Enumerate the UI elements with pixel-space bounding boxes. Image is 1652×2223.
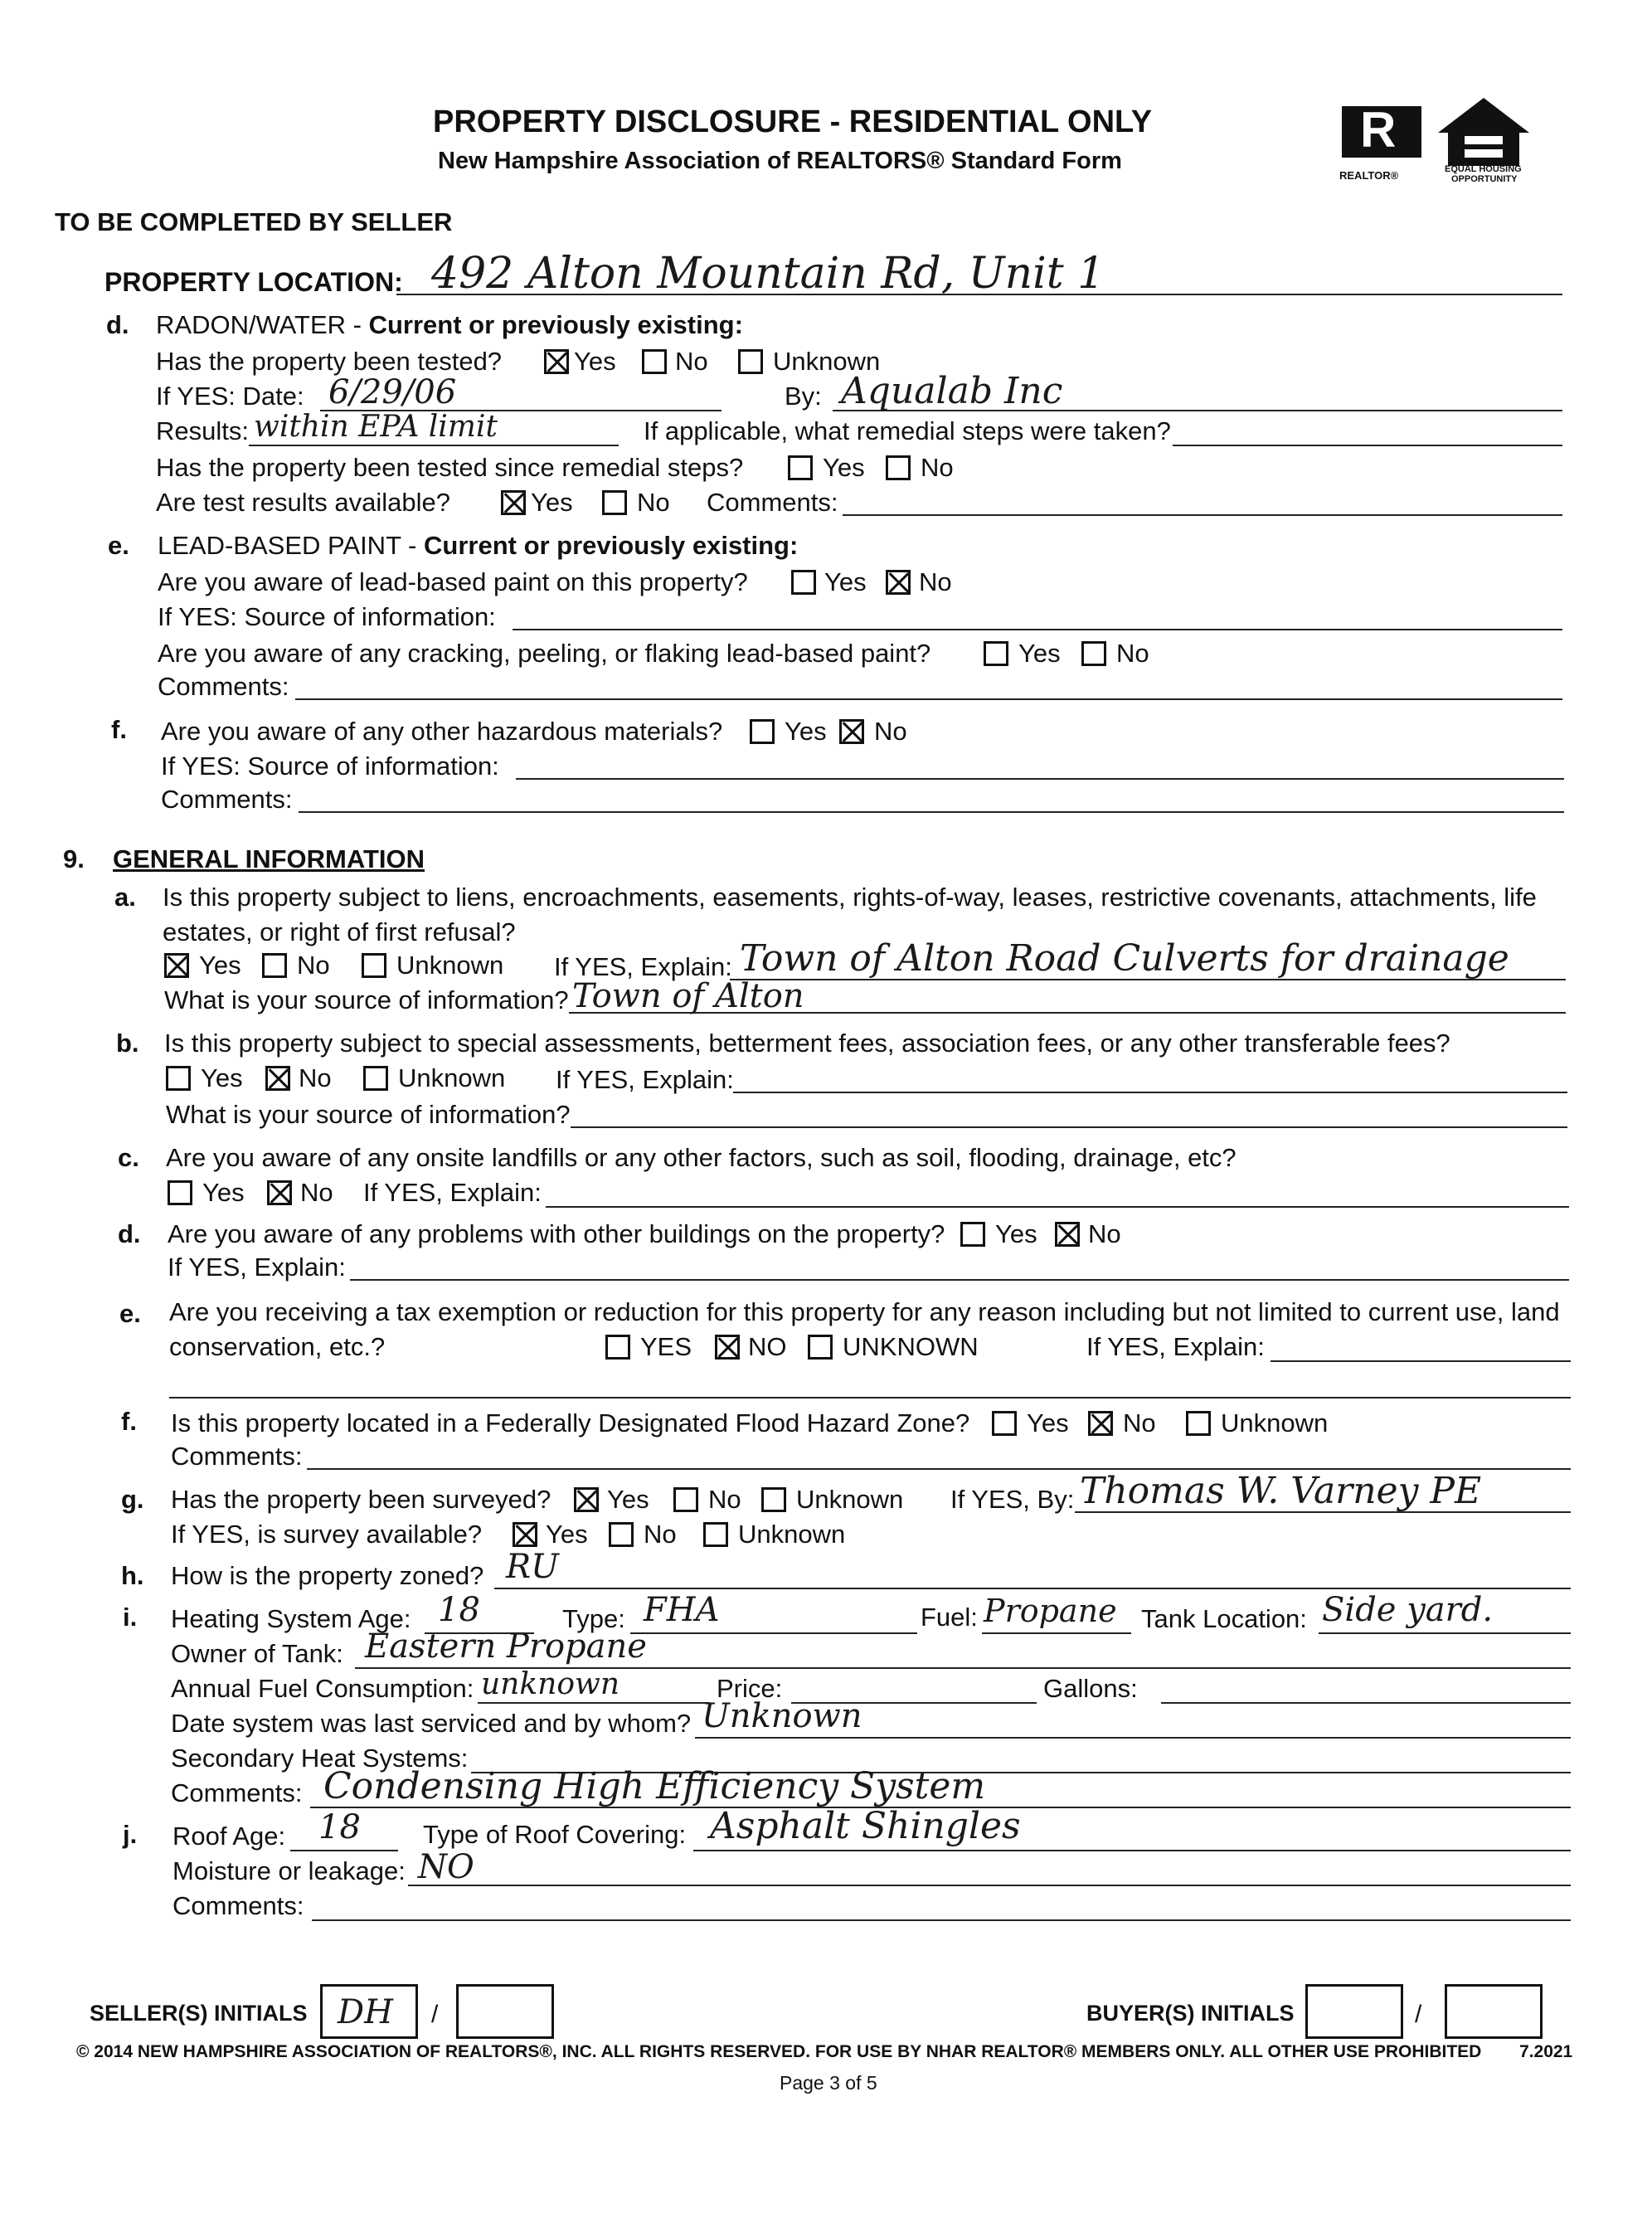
hazardous-yes-checkbox[interactable] xyxy=(750,719,775,744)
page-number: Page 3 of 5 xyxy=(780,2072,877,2094)
9i-tank-value[interactable]: Side yard. xyxy=(1322,1591,1494,1629)
9c-letter: c. xyxy=(118,1143,139,1172)
form-version: 7.2021 xyxy=(1519,2042,1573,2061)
lead-cracking-question: Are you aware of any cracking, peeling, or flaking lead-based paint? xyxy=(158,639,931,668)
9c-explain-label: If YES, Explain: xyxy=(363,1178,542,1207)
results-available-yes-checkbox[interactable] xyxy=(501,490,526,515)
seller-initials-box-1[interactable] xyxy=(320,1984,418,2039)
seller-initials-slash: / xyxy=(431,2001,439,2028)
9b-question: Is this property subject to special assessments, betterment fees, association fees, or any other transferable fees? xyxy=(164,1029,1450,1058)
tested-since-no-label: No xyxy=(921,453,954,482)
9e-question-line1: Are you receiving a tax exemption or reduction for this property for any reason including but not limited to current use, land xyxy=(169,1297,1560,1326)
9i-fuel-line xyxy=(982,1632,1131,1634)
9i-serviced-line xyxy=(695,1737,1571,1739)
lead-comments-label: Comments: xyxy=(158,672,289,701)
9f-no-label: No xyxy=(1123,1408,1156,1437)
9h-value[interactable]: RU xyxy=(506,1548,559,1586)
9j-covering-value[interactable]: Asphalt Shingles xyxy=(710,1805,1021,1847)
radon-remedial-label: If applicable, what remedial steps were taken? xyxy=(644,416,1171,445)
hazardous-no-checkbox[interactable] xyxy=(839,719,864,744)
9i-owner-value[interactable]: Eastern Propane xyxy=(365,1627,647,1666)
section-f-letter: f. xyxy=(111,715,127,744)
9f-question: Is this property located in a Federally Designated Flood Hazard Zone? xyxy=(171,1408,970,1437)
seller-initials-label: SELLER(S) INITIALS xyxy=(90,2001,308,2026)
lead-aware-no-label: No xyxy=(919,567,952,596)
9e-no-checkbox[interactable] xyxy=(715,1335,740,1360)
radon-tested-no-checkbox[interactable] xyxy=(642,349,667,374)
9h-letter: h. xyxy=(121,1561,144,1590)
9g-available-unknown-checkbox[interactable] xyxy=(703,1522,728,1547)
lead-aware-no-checkbox[interactable] xyxy=(886,570,911,595)
9i-tank-line xyxy=(1319,1632,1571,1634)
radon-by-value[interactable]: Aqualab Inc xyxy=(841,370,1063,412)
to-be-completed: TO BE COMPLETED BY SELLER xyxy=(55,207,453,236)
9d-explain-line xyxy=(350,1279,1569,1281)
eho-label-2: OPPORTUNITY xyxy=(1451,174,1518,184)
9i-type-value[interactable]: FHA xyxy=(644,1591,720,1629)
section-d-heading: RADON/WATER - Current or previously existing: xyxy=(156,310,743,339)
9g-by-label: If YES, By: xyxy=(950,1485,1075,1514)
9a-question-line1: Is this property subject to liens, encroachments, easements, rights-of-way, leases, restrictive covenants, attachments, life xyxy=(163,883,1537,912)
radon-remedial-line xyxy=(1173,445,1562,446)
9i-age-value[interactable]: 18 xyxy=(438,1591,480,1629)
form-title: PROPERTY DISCLOSURE - RESIDENTIAL ONLY xyxy=(433,105,1153,139)
lead-cracking-no-label: No xyxy=(1116,639,1149,668)
9f-unknown-checkbox[interactable] xyxy=(1186,1411,1211,1436)
9b-letter: b. xyxy=(116,1029,139,1058)
9e-yes-label: YES xyxy=(640,1332,692,1361)
hazardous-comments-label: Comments: xyxy=(161,785,293,814)
9f-no-checkbox[interactable] xyxy=(1088,1411,1113,1436)
9i-annual-label: Annual Fuel Consumption: xyxy=(171,1674,474,1703)
property-location-value[interactable]: 492 Alton Mountain Rd, Unit 1 xyxy=(431,249,1105,299)
9e-question-line2: conservation, etc.? xyxy=(169,1332,386,1361)
results-available-no-checkbox[interactable] xyxy=(602,490,627,515)
9d-no-label: No xyxy=(1088,1219,1121,1248)
9j-covering-label: Type of Roof Covering: xyxy=(423,1820,687,1849)
9d-explain-label: If YES, Explain: xyxy=(168,1253,346,1282)
lead-comments-line xyxy=(295,698,1562,700)
lead-source-label: If YES: Source of information: xyxy=(158,602,496,631)
9c-no-label: No xyxy=(300,1178,333,1207)
9a-source-label: What is your source of information? xyxy=(164,985,569,1014)
radon-results-label: Results: xyxy=(156,416,249,445)
equal-housing-icon xyxy=(1435,95,1533,169)
9b-no-checkbox[interactable] xyxy=(265,1066,290,1091)
9e-explain-line-2 xyxy=(169,1397,1571,1398)
9i-fuel-label: Fuel: xyxy=(921,1603,978,1632)
radon-tested-yes-checkbox[interactable] xyxy=(544,349,569,374)
9g-yes-label: Yes xyxy=(607,1485,649,1514)
lead-cracking-yes-label: Yes xyxy=(1018,639,1061,668)
9c-yes-label: Yes xyxy=(202,1178,245,1207)
9c-explain-line xyxy=(546,1206,1569,1208)
form-subtitle: New Hampshire Association of REALTORS® Standard Form xyxy=(438,148,1122,174)
9g-question: Has the property been surveyed? xyxy=(171,1485,551,1514)
9g-available-no-checkbox[interactable] xyxy=(609,1522,634,1547)
9a-no-checkbox[interactable] xyxy=(262,953,287,978)
9g-available-no-label: No xyxy=(644,1520,677,1549)
9b-yes-checkbox[interactable] xyxy=(166,1066,191,1091)
section-d-letter: d. xyxy=(106,310,129,339)
9e-yes-checkbox[interactable] xyxy=(605,1335,630,1360)
9h-line xyxy=(494,1588,1571,1589)
section-e-heading: LEAD-BASED PAINT - Current or previously existing: xyxy=(158,531,799,560)
9g-letter: g. xyxy=(121,1485,144,1514)
9f-comments-label: Comments: xyxy=(171,1442,303,1471)
hazardous-source-label: If YES: Source of information: xyxy=(161,752,499,781)
9b-source-label: What is your source of information? xyxy=(166,1100,571,1129)
eho-label-1: EQUAL HOUSING xyxy=(1445,164,1522,174)
radon-tested-no-label: No xyxy=(675,347,708,376)
9b-unknown-label: Unknown xyxy=(398,1063,506,1092)
general-information-title: GENERAL INFORMATION xyxy=(113,844,425,873)
9a-yes-label: Yes xyxy=(199,951,241,980)
9a-letter: a. xyxy=(114,883,136,912)
buyer-initials-slash: / xyxy=(1415,2001,1422,2028)
radon-results-value[interactable]: within EPA limit xyxy=(254,410,498,444)
9b-source-line xyxy=(571,1126,1567,1128)
9i-price-label: Price: xyxy=(717,1674,783,1703)
seller-initials-value: DH xyxy=(338,1993,393,2031)
9i-serviced-label: Date system was last serviced and by whom? xyxy=(171,1709,692,1738)
9i-type-label: Type: xyxy=(562,1604,625,1633)
9c-question: Are you aware of any onsite landfills or any other factors, such as soil, flooding, drainage, etc? xyxy=(166,1143,1237,1172)
seller-initials-box-2[interactable] xyxy=(456,1984,554,2039)
9g-unknown-checkbox[interactable] xyxy=(761,1487,786,1512)
lead-aware-yes-label: Yes xyxy=(824,567,867,596)
lead-source-line xyxy=(513,629,1562,630)
9i-type-line xyxy=(630,1632,917,1634)
9j-moisture-label: Moisture or leakage: xyxy=(172,1856,406,1885)
9d-question: Are you aware of any problems with other buildings on the property? xyxy=(168,1219,945,1248)
copyright-notice: © 2014 NEW HAMPSHIRE ASSOCIATION OF REALTORS®, INC. ALL RIGHTS RESERVED. FOR USE BY NHAR REALTOR® MEMBERS ONLY. ALL OTHER USE PROHIBITED xyxy=(76,2042,1482,2061)
9j-comments-label: Comments: xyxy=(172,1891,304,1920)
9a-explain-value[interactable]: Town of Alton Road Culverts for drainage xyxy=(740,937,1509,980)
9j-letter: j. xyxy=(123,1820,138,1849)
radon-tested-unknown-checkbox[interactable] xyxy=(738,349,763,374)
buyer-initials-label: BUYER(S) INITIALS xyxy=(1086,2001,1295,2026)
9f-yes-label: Yes xyxy=(1027,1408,1069,1437)
9e-unknown-label: UNKNOWN xyxy=(843,1332,979,1361)
9e-unknown-checkbox[interactable] xyxy=(808,1335,833,1360)
9j-moisture-line xyxy=(408,1885,1571,1886)
9d-letter: d. xyxy=(118,1219,141,1248)
9i-comments-label: Comments: xyxy=(171,1778,303,1807)
radon-tested-question: Has the property been tested? xyxy=(156,347,503,376)
results-available-yes-label: Yes xyxy=(531,488,573,517)
9j-moisture-value[interactable]: NO xyxy=(418,1848,474,1886)
buyer-initials-box-1[interactable] xyxy=(1305,1984,1403,2039)
9j-comments-line xyxy=(312,1919,1571,1921)
9f-unknown-label: Unknown xyxy=(1221,1408,1329,1437)
9g-unknown-label: Unknown xyxy=(796,1485,904,1514)
9i-secondary-label: Secondary Heat Systems: xyxy=(171,1744,469,1773)
9i-letter: i. xyxy=(123,1603,138,1632)
9a-unknown-label: Unknown xyxy=(396,951,504,980)
9i-tank-label: Tank Location: xyxy=(1141,1604,1307,1633)
results-available-no-label: No xyxy=(637,488,670,517)
buyer-initials-box-2[interactable] xyxy=(1445,1984,1543,2039)
section-9-number: 9. xyxy=(63,844,85,873)
9b-no-label: No xyxy=(299,1063,332,1092)
9i-comments-value[interactable]: Condensing High Efficiency System xyxy=(323,1765,986,1807)
radon-results-line xyxy=(249,445,619,446)
radon-results-available-question: Are test results available? xyxy=(156,488,450,517)
9e-no-label: NO xyxy=(748,1332,787,1361)
hazardous-comments-line xyxy=(299,811,1564,813)
9j-roof-age-line xyxy=(290,1850,398,1851)
9b-explain-label: If YES, Explain: xyxy=(556,1065,734,1094)
9g-no-label: No xyxy=(708,1485,741,1514)
9a-unknown-checkbox[interactable] xyxy=(362,953,386,978)
property-location-label: PROPERTY LOCATION: xyxy=(104,267,403,297)
9b-explain-line xyxy=(733,1092,1567,1093)
section-e-letter: e. xyxy=(108,531,129,560)
9e-explain-line xyxy=(1271,1360,1571,1362)
radon-tested-since-question: Has the property been tested since remedial steps? xyxy=(156,453,744,482)
radon-comments-line xyxy=(843,514,1562,516)
hazardous-source-line xyxy=(516,778,1564,780)
9i-gallons-label: Gallons: xyxy=(1043,1674,1138,1703)
9g-available-question: If YES, is survey available? xyxy=(171,1520,483,1549)
radon-date-value[interactable]: 6/29/06 xyxy=(328,373,457,411)
radon-date-label: If YES: Date: xyxy=(156,382,304,411)
9a-no-label: No xyxy=(297,951,330,980)
9h-question: How is the property zoned? xyxy=(171,1561,484,1590)
hazardous-no-label: No xyxy=(874,717,907,746)
9g-available-unknown-label: Unknown xyxy=(738,1520,846,1549)
9a-explain-label: If YES, Explain: xyxy=(554,952,732,981)
9d-no-checkbox[interactable] xyxy=(1055,1222,1080,1247)
realtor-logo: R xyxy=(1342,106,1421,158)
9j-roof-age-label: Roof Age: xyxy=(172,1822,286,1851)
radon-tested-unknown-label: Unknown xyxy=(773,347,881,376)
hazardous-yes-label: Yes xyxy=(785,717,827,746)
9g-by-value[interactable]: Thomas W. Varney PE xyxy=(1080,1470,1482,1512)
tested-since-yes-checkbox[interactable] xyxy=(788,455,813,480)
9a-question-line2: estates, or right of first refusal? xyxy=(163,917,516,946)
lead-cracking-yes-checkbox[interactable] xyxy=(984,641,1008,666)
9g-available-yes-label: Yes xyxy=(546,1520,588,1549)
9c-yes-checkbox[interactable] xyxy=(168,1180,192,1205)
tested-since-no-checkbox[interactable] xyxy=(886,455,911,480)
lead-aware-yes-checkbox[interactable] xyxy=(791,570,816,595)
radon-by-label: By: xyxy=(785,382,822,411)
9g-yes-checkbox[interactable] xyxy=(574,1487,599,1512)
9c-no-checkbox[interactable] xyxy=(267,1180,292,1205)
radon-tested-yes-label: Yes xyxy=(574,347,616,376)
9d-yes-checkbox[interactable] xyxy=(960,1222,985,1247)
9b-yes-label: Yes xyxy=(201,1063,243,1092)
9i-heating-label: Heating System Age: xyxy=(171,1604,411,1633)
9j-roof-age-value[interactable]: 18 xyxy=(318,1808,361,1846)
9f-letter: f. xyxy=(121,1407,137,1436)
9g-no-checkbox[interactable] xyxy=(673,1487,698,1512)
9f-yes-checkbox[interactable] xyxy=(992,1411,1017,1436)
9g-available-yes-checkbox[interactable] xyxy=(513,1522,537,1547)
hazardous-question: Are you aware of any other hazardous materials? xyxy=(161,717,723,746)
tested-since-yes-label: Yes xyxy=(823,453,865,482)
9i-annual-value[interactable]: unknown xyxy=(481,1667,620,1701)
lead-cracking-no-checkbox[interactable] xyxy=(1081,641,1106,666)
9e-letter: e. xyxy=(119,1299,141,1328)
9j-covering-line xyxy=(693,1850,1571,1851)
9a-yes-checkbox[interactable] xyxy=(164,953,189,978)
9i-gallons-line xyxy=(1161,1702,1571,1704)
9e-explain-label: If YES, Explain: xyxy=(1086,1332,1265,1361)
lead-aware-question: Are you aware of lead-based paint on this property? xyxy=(158,567,748,596)
9i-serviced-value[interactable]: Unknown xyxy=(702,1697,862,1735)
realtor-logo-label: REALTOR® xyxy=(1339,169,1399,182)
9i-fuel-value[interactable]: Propane xyxy=(984,1593,1117,1629)
9b-unknown-checkbox[interactable] xyxy=(363,1066,388,1091)
9i-owner-label: Owner of Tank: xyxy=(171,1639,343,1668)
radon-comments-label: Comments: xyxy=(707,488,838,517)
9a-source-value[interactable]: Town of Alton xyxy=(572,977,804,1015)
9i-annual-line xyxy=(478,1702,710,1704)
9d-yes-label: Yes xyxy=(995,1219,1037,1248)
